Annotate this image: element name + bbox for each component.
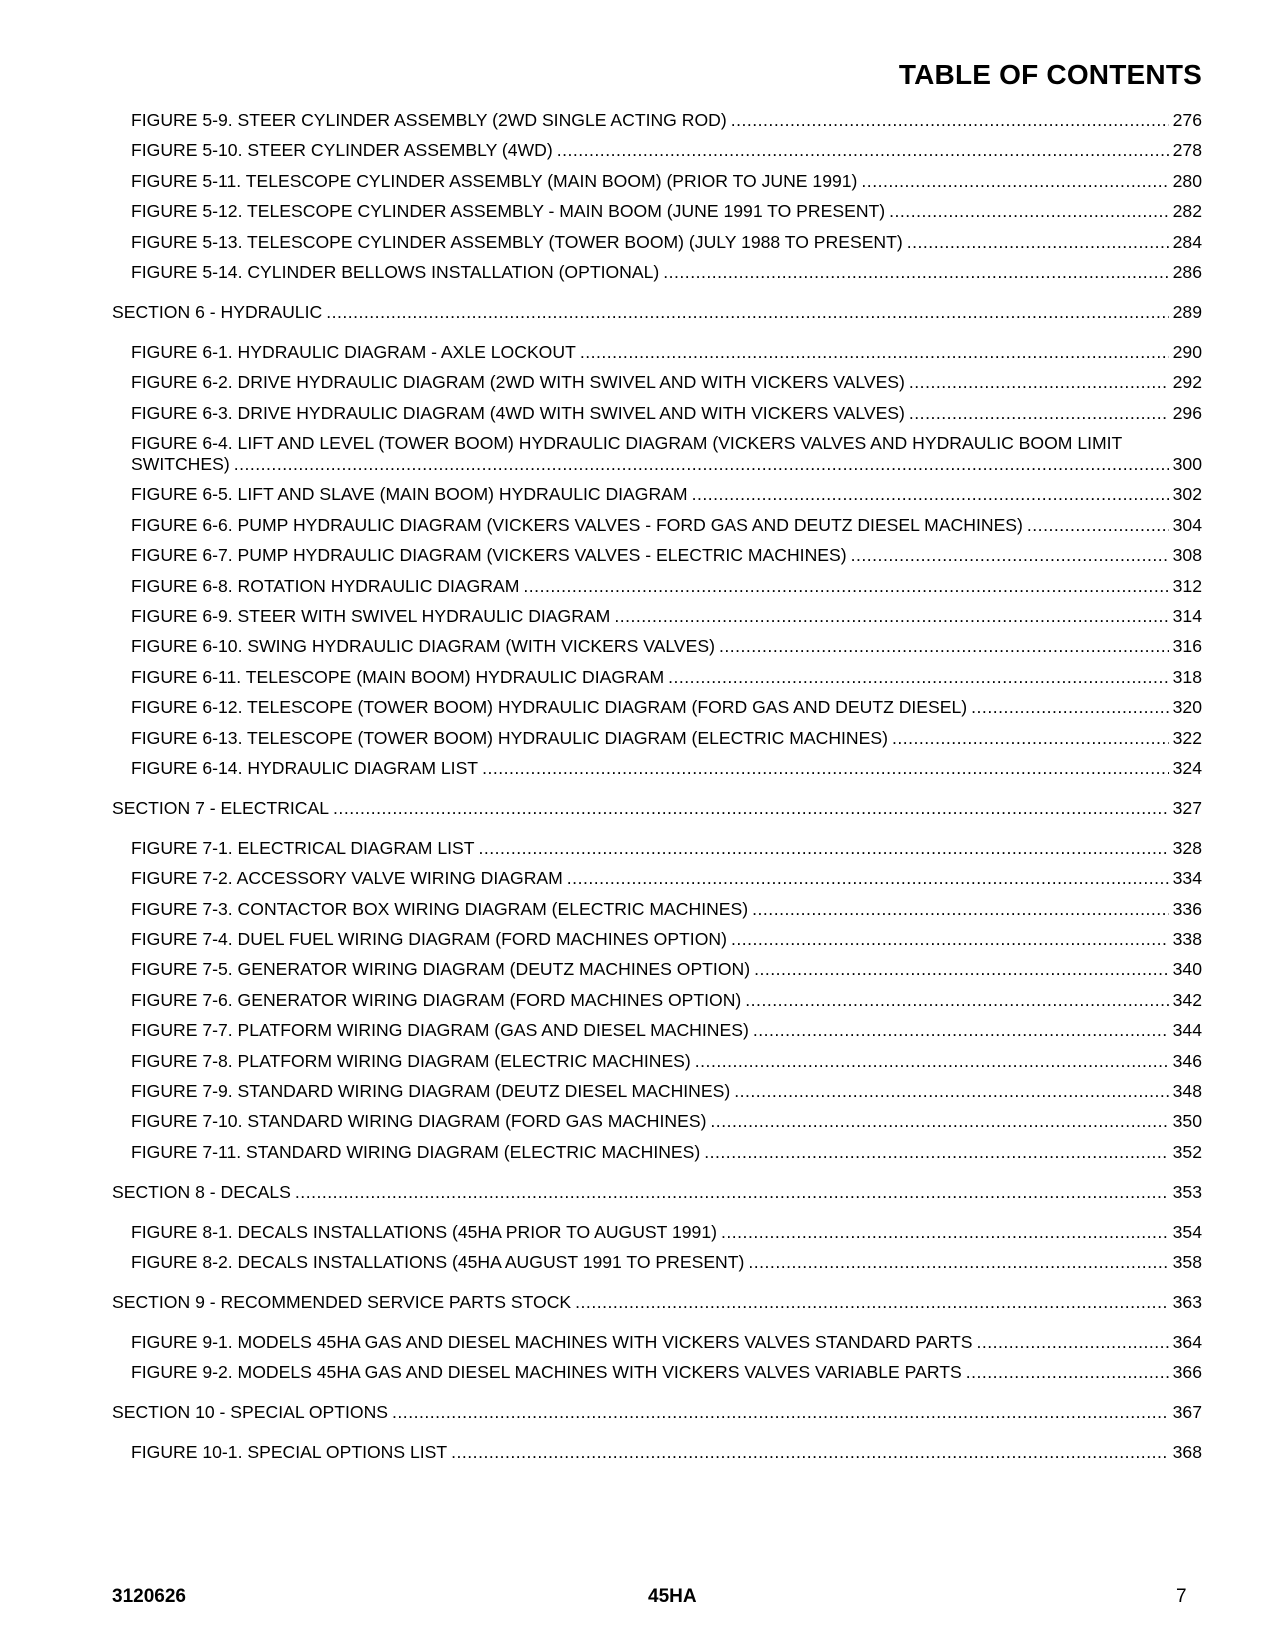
toc-entry[interactable] [131,1111,1202,1132]
toc-entry-label: FIGURE 6-2. DRIVE HYDRAULIC DIAGRAM (2WD WITH SWIVEL AND WITH VICKERS VALVES) [131,372,905,393]
toc-entry-page: 280 [1172,170,1202,191]
toc-entry[interactable] [131,959,1202,980]
toc-entry[interactable] [131,667,1202,688]
toc-entry-label: FIGURE 7-3. CONTACTOR BOX WIRING DIAGRAM (ELECTRIC MACHINES) [131,898,749,919]
dot-leader [889,201,1169,222]
toc-entry[interactable] [131,929,1202,950]
toc-entry-label: FIGURE 6-10. SWING HYDRAULIC DIAGRAM (WITH VICKERS VALVES) [131,636,715,657]
toc-section-entry[interactable] [112,1182,1202,1203]
toc-entry-page: 367 [1172,1402,1202,1423]
dot-leader [907,232,1169,253]
toc-entry-page: 302 [1172,484,1202,505]
toc-entry[interactable] [131,1332,1202,1353]
footer-doc-number: 3120626 [112,1586,186,1607]
toc-entry[interactable] [131,1020,1202,1041]
toc-entry[interactable] [131,1081,1202,1102]
toc-entry[interactable] [131,838,1202,859]
toc-entry-label: FIGURE 7-11. STANDARD WIRING DIAGRAM (ELECTRIC MACHINES) [131,1141,701,1162]
toc-entry-page: 348 [1172,1081,1202,1101]
toc-entry[interactable] [131,868,1202,889]
dot-leader [966,1362,1169,1383]
toc-entry[interactable] [131,1222,1202,1243]
dot-leader [478,838,1168,859]
dot-leader [719,636,1169,657]
toc-entry-label: FIGURE 9-1. MODELS 45HA GAS AND DIESEL MACHINES WITH VICKERS VALVES STANDARD PARTS [131,1331,973,1352]
toc-entry-page: 350 [1172,1111,1202,1132]
dot-leader [557,140,1169,161]
toc-section-entry[interactable] [112,1402,1202,1423]
toc-entry-label: FIGURE 10-1. SPECIAL OPTIONS LIST [131,1442,448,1462]
toc-entry[interactable] [131,1252,1202,1273]
toc-entry-label: FIGURE 5-14. CYLINDER BELLOWS INSTALLATION (OPTIONAL) [131,262,660,282]
toc-entry-label: FIGURE 7-6. GENERATOR WIRING DIAGRAM (FORD MACHINES OPTION) [131,989,742,1010]
toc-entry[interactable] [131,1051,1202,1072]
toc-entry-label: FIGURE 6-11. TELESCOPE (MAIN BOOM) HYDRAULIC DIAGRAM [131,666,665,687]
toc-entry-label: FIGURE 6-13. TELESCOPE (TOWER BOOM) HYDRAULIC DIAGRAM (ELECTRIC MACHINES) [131,727,888,748]
toc-entry-label: FIGURE 7-2. ACCESSORY VALVE WIRING DIAGRAM [131,868,563,889]
dot-leader [692,484,1169,505]
toc-entry-page: 318 [1172,666,1202,687]
toc-entry[interactable] [131,899,1202,920]
dot-leader [731,929,1169,950]
toc-entry-page: 312 [1172,575,1202,596]
toc-entry[interactable] [131,758,1202,779]
footer-page-number: 7 [1176,1586,1187,1607]
toc-entry-page: 344 [1172,1020,1202,1041]
toc-entry-page: 346 [1172,1050,1202,1071]
toc-entry-page: 338 [1172,929,1202,949]
toc-entry-label: SECTION 10 - SPECIAL OPTIONS [112,1402,389,1423]
dot-leader [663,262,1168,283]
toc-entry[interactable] [131,110,1202,131]
toc-entry[interactable] [131,576,1202,597]
toc-entry-page: 290 [1172,341,1202,362]
dot-leader [234,454,1169,475]
toc-entry-label: SECTION 8 - DECALS [112,1181,291,1202]
toc-entry-page: 353 [1172,1181,1202,1202]
toc-entry-page: 300 [1172,454,1202,474]
toc-entry-page: 286 [1172,262,1202,282]
toc-entry-page: 320 [1172,697,1202,718]
toc-entry[interactable] [131,515,1202,536]
toc-entry[interactable] [131,403,1202,424]
toc-section-entry[interactable] [112,1292,1202,1313]
toc-section-entry[interactable] [112,302,1202,323]
dot-leader [851,545,1169,566]
toc-entry-page: 284 [1172,231,1202,252]
toc-entry-label: FIGURE 5-9. STEER CYLINDER ASSEMBLY (2WD SINGLE ACTING ROD) [131,110,727,130]
toc-entry-label: FIGURE 6-14. HYDRAULIC DIAGRAM LIST [131,758,479,778]
toc-entry-page: 352 [1172,1141,1202,1162]
dot-leader [333,798,1169,819]
page-title: TABLE OF CONTENTS [898,59,1202,90]
toc-entry[interactable] [131,262,1202,283]
dot-leader [451,1442,1169,1463]
toc-entry-label: FIGURE 6-3. DRIVE HYDRAULIC DIAGRAM (4WD WITH SWIVEL AND WITH VICKERS VALVES) [131,402,905,423]
dot-leader [668,667,1169,688]
toc-entry-label-continued: SWITCHES) [131,454,230,474]
dot-leader [704,1142,1168,1163]
toc-entry-label: FIGURE 7-5. GENERATOR WIRING DIAGRAM (DEUTZ MACHINES OPTION) [131,959,751,980]
footer-model: 45HA [648,1586,697,1607]
toc-entry[interactable] [131,990,1202,1011]
toc-entry-label: FIGURE 5-12. TELESCOPE CYLINDER ASSEMBLY - MAIN BOOM (JUNE 1991 TO PRESENT) [131,201,886,222]
dot-leader [734,1081,1168,1102]
toc-entry-page: 336 [1172,898,1202,919]
toc-entry-page: 366 [1172,1362,1202,1383]
dot-leader [861,171,1168,192]
toc-entry-label: SECTION 6 - HYDRAULIC [112,301,323,322]
toc-entry-label: FIGURE 7-8. PLATFORM WIRING DIAGRAM (ELECTRIC MACHINES) [131,1050,691,1071]
toc-entry-page: 282 [1172,201,1202,222]
toc-entry[interactable] [131,201,1202,222]
toc-entry-page: 328 [1172,837,1202,858]
toc-entry-page: 276 [1172,110,1202,130]
dot-leader [580,342,1169,363]
dot-leader [752,899,1169,920]
toc-entry-label: FIGURE 6-1. HYDRAULIC DIAGRAM - AXLE LOCKOUT [131,341,576,362]
toc-entry-label: FIGURE 6-6. PUMP HYDRAULIC DIAGRAM (VICKERS VALVES - FORD GAS AND DEUTZ DIESEL MACHINES) [131,514,1023,535]
dot-leader [748,1252,1168,1273]
dot-leader [575,1292,1168,1313]
toc-entry[interactable] [131,697,1202,718]
toc-entry-page: 364 [1172,1331,1202,1352]
dot-leader [567,868,1169,889]
dot-leader [909,372,1169,393]
dot-leader [523,576,1168,597]
toc-entry[interactable] [131,728,1202,749]
toc-entry-page: 278 [1172,140,1202,161]
toc-entry[interactable] [131,140,1202,161]
dot-leader [721,1222,1169,1243]
toc-entry[interactable] [131,606,1202,627]
toc-entry-label: FIGURE 6-4. LIFT AND LEVEL (TOWER BOOM) HYDRAULIC DIAGRAM (VICKERS VALVES AND HYDRAULIC BOOM LIMIT [131,433,1123,453]
toc-entry-page: 342 [1172,989,1202,1010]
toc-entry-label: FIGURE 8-2. DECALS INSTALLATIONS (45HA AUGUST 1991 TO PRESENT) [131,1252,745,1272]
toc-entry[interactable] [131,636,1202,657]
toc-entry[interactable] [131,372,1202,393]
toc-entry-page: 308 [1172,545,1202,566]
toc-entry-label: FIGURE 5-10. STEER CYLINDER ASSEMBLY (4WD) [131,140,553,161]
toc-entry[interactable] [131,1142,1202,1163]
dot-leader [731,110,1169,131]
toc-entry-label: FIGURE 7-10. STANDARD WIRING DIAGRAM (FORD GAS MACHINES) [131,1111,707,1132]
dot-leader [482,758,1169,779]
toc-entry-label: FIGURE 8-1. DECALS INSTALLATIONS (45HA PRIOR TO AUGUST 1991) [131,1221,717,1242]
toc-entry[interactable] [131,1442,1202,1463]
dot-leader [976,1332,1168,1353]
toc-entry[interactable] [131,484,1202,505]
dot-leader [710,1111,1168,1132]
toc-entry-page: 368 [1172,1442,1202,1462]
dot-leader [753,1020,1169,1041]
dot-leader [1027,515,1169,536]
toc-entry[interactable] [131,1362,1202,1383]
toc-entry-page: 334 [1172,868,1202,889]
dot-leader [326,302,1168,323]
toc-entry[interactable] [131,342,1202,363]
toc-entry-label: SECTION 7 - ELECTRICAL [112,797,330,818]
toc-entry-page: 316 [1172,636,1202,657]
toc-entry-label: FIGURE 5-13. TELESCOPE CYLINDER ASSEMBLY (TOWER BOOM) (JULY 1988 TO PRESENT) [131,231,903,252]
dot-leader [971,697,1168,718]
toc-entry-label: FIGURE 9-2. MODELS 45HA GAS AND DIESEL MACHINES WITH VICKERS VALVES VARIABLE PARTS [131,1362,962,1383]
toc-entry[interactable] [131,171,1202,192]
toc-entry-label: FIGURE 6-8. ROTATION HYDRAULIC DIAGRAM [131,575,520,596]
toc-entry-label: SECTION 9 - RECOMMENDED SERVICE PARTS STOCK [112,1291,572,1312]
toc-section-entry[interactable] [112,798,1202,819]
toc-entry-page: 327 [1172,797,1202,818]
toc-entry-page: 340 [1172,959,1202,980]
toc-entry-page: 289 [1172,301,1202,322]
toc-entry-label: FIGURE 5-11. TELESCOPE CYLINDER ASSEMBLY (MAIN BOOM) (PRIOR TO JUNE 1991) [131,170,858,191]
toc-entry-page: 358 [1172,1252,1202,1272]
toc-entry-page: 354 [1172,1221,1202,1242]
toc-entry-label: FIGURE 7-1. ELECTRICAL DIAGRAM LIST [131,837,475,858]
dot-leader [295,1182,1169,1203]
dot-leader [909,403,1169,424]
dot-leader [745,990,1168,1011]
toc-entry-page: 363 [1172,1291,1202,1312]
toc-entry[interactable] [131,433,1202,475]
toc-entry-label: FIGURE 6-12. TELESCOPE (TOWER BOOM) HYDRAULIC DIAGRAM (FORD GAS AND DEUTZ DIESEL) [131,697,968,718]
dot-leader [392,1402,1169,1423]
toc-entry-label: FIGURE 6-9. STEER WITH SWIVEL HYDRAULIC DIAGRAM [131,606,611,626]
toc-entry-label: FIGURE 7-4. DUEL FUEL WIRING DIAGRAM (FORD MACHINES OPTION) [131,929,727,949]
toc-entry-page: 292 [1172,372,1202,393]
toc-entry[interactable] [131,545,1202,566]
toc-entry-page: 314 [1172,606,1202,626]
toc-entry-label: FIGURE 7-9. STANDARD WIRING DIAGRAM (DEUTZ DIESEL MACHINES) [131,1081,731,1101]
toc-entry[interactable] [131,232,1202,253]
toc-entry-label: FIGURE 6-7. PUMP HYDRAULIC DIAGRAM (VICKERS VALVES - ELECTRIC MACHINES) [131,545,847,566]
dot-leader [892,728,1169,749]
toc-entry-page: 304 [1172,514,1202,535]
toc-entry-page: 296 [1172,402,1202,423]
toc-entry-label: FIGURE 7-7. PLATFORM WIRING DIAGRAM (GAS AND DIESEL MACHINES) [131,1020,749,1041]
dot-leader [614,606,1168,627]
toc-entry-page: 324 [1172,758,1202,778]
dot-leader [695,1051,1169,1072]
toc-entry-label: FIGURE 6-5. LIFT AND SLAVE (MAIN BOOM) HYDRAULIC DIAGRAM [131,484,688,505]
dot-leader [754,959,1169,980]
toc-entry-page: 322 [1172,727,1202,748]
